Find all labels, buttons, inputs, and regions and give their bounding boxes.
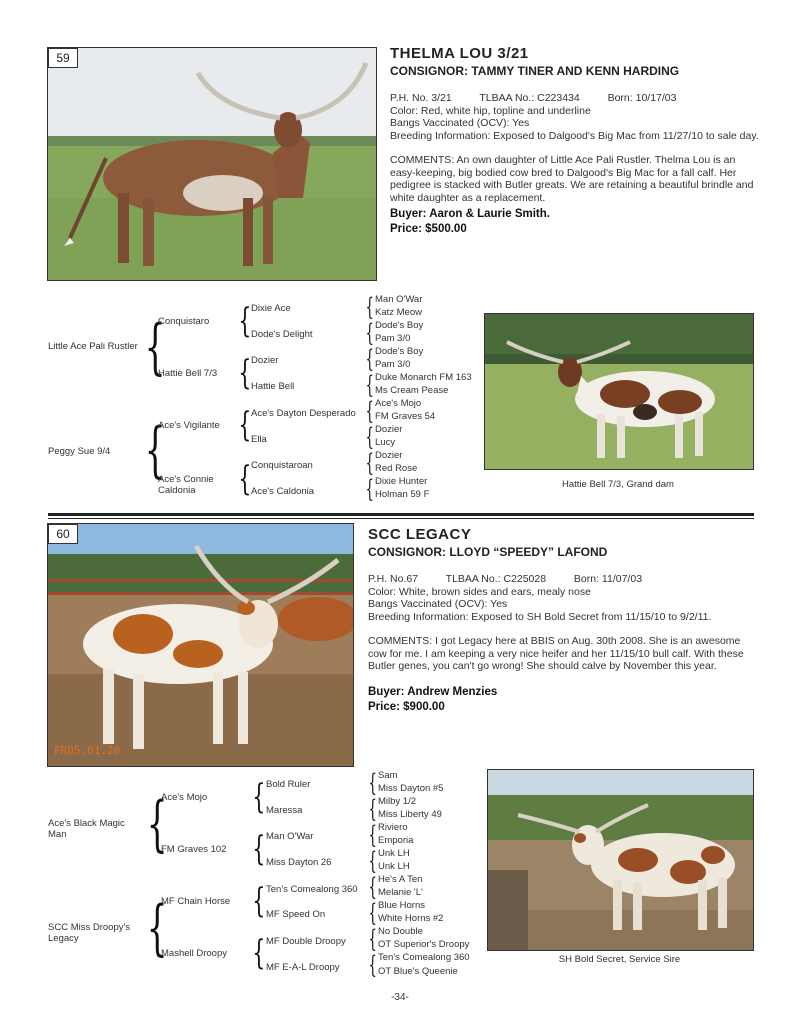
lot60-photo-stamp: FR05.01.20 — [54, 744, 121, 757]
lot60-comments: COMMENTS: I got Legacy here at BBIS on Aug. 30th 2008. She is an awesome cow for me. I am keeping a very nice heifer and her 11/15/10 bull calf. With these Butler genes, you can't go wrong! She should calve by November this year. — [368, 635, 744, 672]
lot60-g4-9: He's A Ten — [378, 874, 423, 885]
lot60-consignor: CONSIGNOR: LLOYD “SPEEDY” LAFOND — [368, 545, 608, 559]
lot59-granddam-image — [485, 314, 753, 469]
lot59-brace-g3-3: { — [365, 345, 374, 373]
lot60-brace-dam: { — [146, 893, 168, 963]
lot60-g3-5: Ten's Comealong 360 — [266, 884, 358, 895]
lot60-buyer: Buyer: Andrew Menzies — [368, 685, 498, 698]
lot59-g2-3: Ace's Vigilante — [158, 420, 220, 431]
lot60-details — [368, 526, 758, 715]
lot59-brace-g2-3: { — [238, 405, 252, 445]
lot59-buyer: Buyer: Aaron & Laurie Smith. — [390, 208, 550, 220]
lot59-g4-1: Man O'War — [375, 294, 423, 305]
lot59-g4-3: Dode's Boy — [375, 320, 424, 331]
lot59-price: Price: $500.00 — [390, 223, 467, 235]
lot60-g4-5: Riviero — [378, 822, 408, 833]
lot60-g3-4: Miss Dayton 26 — [266, 857, 332, 868]
lot60-photo-image — [48, 524, 353, 766]
section-divider-thin — [48, 518, 754, 519]
lot59-title: THELMA LOU 3/21 — [390, 45, 529, 62]
lot60-g4-13: No Double — [378, 926, 423, 937]
lot59-born: Born: 10/17/03 — [607, 92, 677, 104]
lot59-brace-g2-2: { — [238, 353, 252, 393]
lot59-g4-8: Ms Cream Pease — [375, 385, 449, 396]
lot60-g4-8: Unk LH — [378, 861, 410, 872]
lot60-brace-g2-2: { — [252, 829, 266, 869]
lot59-photo-image — [48, 48, 376, 280]
lot60-registration-line — [368, 573, 758, 586]
lot59-dam: Peggy Sue 9/4 — [48, 446, 111, 457]
lot60-g2-2: FM Graves 102 — [161, 844, 227, 855]
lot59-g3-5: Ace's Dayton Desperado — [251, 408, 356, 419]
lot60-dam: SCC Miss Droopy's Legacy — [48, 922, 131, 944]
lot60-service-sire-image — [488, 770, 753, 950]
lot60-cow-photo — [47, 523, 354, 767]
lot60-g4-11: Blue Horns — [378, 900, 425, 911]
lot59-g3-3: Dozier — [251, 355, 279, 366]
lot59-brace-g2-1: { — [238, 301, 252, 341]
lot59-g4-16: Holman 59 F — [375, 489, 430, 500]
lot60-brace-g3-8: { — [368, 951, 377, 979]
lot60-g3-2: Maressa — [266, 805, 303, 816]
lot59-g3-1: Dixie Ace — [251, 303, 291, 314]
lot59-caption: Hattie Bell 7/3, Grand dam — [562, 479, 674, 490]
lot59-brace-g3-1: { — [365, 293, 374, 321]
lot59-ph-no: P.H. No. 3/21 — [390, 92, 452, 104]
lot60-brace-g2-3: { — [252, 881, 266, 921]
lot59-g3-6: Ella — [251, 434, 267, 445]
lot60-title: SCC LEGACY — [368, 526, 472, 543]
lot59-brace-sire: { — [144, 312, 166, 382]
lot59-number: 59 — [48, 48, 78, 68]
lot60-sire: Ace's Black Magic Man — [48, 818, 125, 840]
lot59-brace-g3-2: { — [365, 319, 374, 347]
lot59-sire: Little Ace Pali Rustler — [48, 341, 138, 352]
lot60-breeding: Breeding Information: Exposed to SH Bold Secret from 11/15/10 to 9/2/11. — [368, 610, 712, 623]
lot59-g4-12: Lucy — [375, 437, 396, 448]
lot60-g4-6: Emporia — [378, 835, 414, 846]
lot59-g4-7: Duke Monarch FM 163 — [375, 372, 472, 383]
lot59-brace-g3-4: { — [365, 371, 374, 399]
lot59-g4-2: Katz Meow — [375, 307, 422, 318]
section-divider — [48, 513, 754, 516]
lot59-g3-8: Ace's Caldonia — [251, 486, 315, 497]
lot59-g3-7: Conquistaroan — [251, 460, 313, 471]
lot59-g2-2: Hattie Bell 7/3 — [158, 368, 218, 379]
lot60-g4-4: Miss Liberty 49 — [378, 809, 442, 820]
lot60-g4-3: Milby 1/2 — [378, 796, 417, 807]
lot59-g4-15: Dixie Hunter — [375, 476, 428, 487]
lot60-caption: SH Bold Secret, Service Sire — [558, 954, 681, 965]
lot60-g3-7: MF Double Droopy — [266, 936, 346, 947]
lot59-g4-10: FM Graves 54 — [375, 411, 436, 422]
lot60-brace-g3-5: { — [368, 873, 377, 901]
lot60-g4-12: White Horns #2 — [378, 913, 444, 924]
lot59-brace-g3-7: { — [365, 449, 374, 477]
lot60-g4-10: Melanie 'L' — [378, 887, 423, 898]
lot60-g4-2: Miss Dayton #5 — [378, 783, 444, 794]
lot59-g2-1: Conquistaro — [158, 316, 210, 327]
lot60-g4-1: Sam — [378, 770, 398, 781]
lot59-details — [390, 45, 760, 237]
lot60-brace-g3-1: { — [368, 769, 377, 797]
lot60-g2-1: Ace's Mojo — [161, 792, 208, 803]
lot60-bangs: Bangs Vaccinated (OCV): Yes — [368, 598, 508, 610]
lot60-ph-no: P.H. No.67 — [368, 573, 419, 585]
lot59-g4-6: Pam 3/0 — [375, 359, 411, 370]
lot60-tlbaa-no: TLBAA No.: C225028 — [445, 573, 547, 585]
lot60-brace-g2-1: { — [252, 777, 266, 817]
lot60-g4-16: OT Blue's Queenie — [378, 966, 458, 977]
lot60-g4-15: Ten's Comealong 360 — [378, 952, 470, 963]
lot59-g4-14: Red Rose — [375, 463, 418, 474]
lot59-brace-g2-4: { — [238, 459, 252, 499]
lot59-bangs: Bangs Vaccinated (OCV): Yes — [390, 117, 530, 129]
lot60-brace-g3-6: { — [368, 899, 377, 927]
lot59-tlbaa-no: TLBAA No.: C223434 — [479, 92, 580, 104]
lot60-brace-sire: { — [146, 789, 168, 859]
lot60-g3-3: Man O'War — [266, 831, 314, 842]
lot60-price: Price: $900.00 — [368, 700, 445, 713]
lot59-brace-g3-6: { — [365, 423, 374, 451]
lot59-g4-5: Dode's Boy — [375, 346, 424, 357]
lot60-g3-6: MF Speed On — [266, 909, 326, 920]
lot59-g4-4: Pam 3/0 — [375, 333, 411, 344]
lot59-g3-4: Hattie Bell — [251, 381, 295, 392]
lot59-g4-13: Dozier — [375, 450, 403, 461]
lot59-g4-11: Dozier — [375, 424, 403, 435]
lot60-number: 60 — [48, 524, 78, 544]
lot60-color: Color: White, brown sides and ears, mealy nose — [368, 585, 591, 598]
lot60-g4-7: Unk LH — [378, 848, 410, 859]
lot60-g4-14: OT Superior's Droopy — [378, 939, 470, 950]
lot59-brace-g3-5: { — [365, 397, 374, 425]
lot60-g3-8: MF E-A-L Droopy — [266, 962, 340, 973]
lot60-g2-4: Mashell Droopy — [161, 948, 227, 959]
lot60-born: Born: 11/07/03 — [573, 573, 643, 585]
lot59-granddam-photo — [484, 313, 754, 470]
lot59-comments: COMMENTS: An own daughter of Little Ace Pali Rustler. Thelma Lou is an easy-keeping, big bodied cow bred to Dalgood's Big Mac for a fall calf. Her pedigree is stacked with Butler greats. We are retaining a beautiful brindle and white daughter as a replacement. — [390, 154, 754, 204]
lot59-breeding: Breeding Information: Exposed to Dalgood's Big Mac from 11/27/10 to sale day. — [390, 129, 759, 142]
lot60-service-sire-photo — [487, 769, 754, 951]
lot59-consignor: CONSIGNOR: TAMMY TINER AND KENN HARDING — [390, 64, 680, 78]
lot60-brace-g3-7: { — [368, 925, 377, 953]
lot59-cow-photo — [47, 47, 377, 281]
lot59-g2-4: Ace's Connie Caldonia — [158, 474, 214, 496]
lot60-g3-1: Bold Ruler — [266, 779, 311, 790]
lot59-color: Color: Red, white hip, topline and underline — [390, 104, 591, 117]
lot60-brace-g3-4: { — [368, 847, 377, 875]
lot60-g2-3: MF Chain Horse — [161, 896, 231, 907]
lot60-brace-g3-3: { — [368, 821, 377, 849]
lot59-g3-2: Dode's Delight — [251, 329, 313, 340]
lot60-brace-g3-2: { — [368, 795, 377, 823]
page-number: -34- — [391, 992, 409, 1003]
lot59-brace-dam: { — [144, 415, 166, 485]
lot60-brace-g2-4: { — [252, 933, 266, 973]
lot59-brace-g3-8: { — [365, 475, 374, 503]
lot59-registration-line — [390, 92, 760, 105]
lot59-g4-9: Ace's Mojo — [375, 398, 422, 409]
